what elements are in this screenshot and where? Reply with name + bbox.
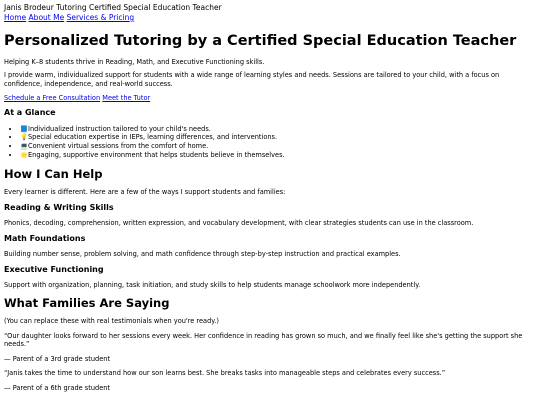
- families-heading: What Families Are Saying: [4, 296, 170, 311]
- star-icon: 🌟: [20, 151, 29, 160]
- help-intro: Every learner is different. Here are a few of the ways I support students and families:: [4, 187, 286, 196]
- help-heading: How I Can Help: [4, 167, 103, 182]
- nav-link-home[interactable]: Home: [4, 12, 27, 22]
- list-item: [20, 125, 536, 134]
- glance-item-text: Special education expertise in IEPs, learning differences, and interventions.: [28, 133, 278, 142]
- list-item: [20, 151, 536, 160]
- service-title-executive: Executive Functioning: [4, 265, 104, 275]
- hero-tagline: Helping K–8 students thrive in Reading, Math, and Executive Functioning skills.: [4, 57, 265, 66]
- testimonial-quote: “Our daughter looks forward to her sessions every week. Her confidence in reading has grown so much, and we finally feel like she's getting the support she needs.”: [4, 331, 523, 349]
- testimonials-note: (You can replace these with real testimonials when you're ready.): [4, 317, 219, 326]
- lightbulb-icon: 💡: [20, 133, 29, 142]
- hero-cta-links: [4, 94, 536, 103]
- book-icon: 📘: [20, 124, 29, 133]
- page-heading: Personalized Tutoring by a Certified Special Education Teacher: [4, 32, 517, 49]
- schedule-consultation-link[interactable]: Schedule a Free Consultation: [4, 93, 101, 102]
- hero-description: I provide warm, individualized support for students with a wide range of learning styles and needs. Sessions are tailored to your child, with a focus on confidence, independence, and real-world success.: [4, 71, 500, 89]
- glance-item-text: Convenient virtual sessions from the comfort of home.: [28, 142, 209, 151]
- testimonial-attribution: — Parent of a 3rd grade student: [4, 354, 111, 363]
- service-title-math: Math Foundations: [4, 234, 86, 244]
- service-text-math: Building number sense, problem solving, and math confidence through step-by-step instruction and practical examples.: [4, 249, 401, 258]
- main-nav: [4, 13, 536, 23]
- list-item: [20, 142, 536, 151]
- nav-link-services-pricing[interactable]: Services & Pricing: [66, 12, 135, 22]
- service-title-reading: Reading & Writing Skills: [4, 203, 114, 213]
- glance-heading: At a Glance: [4, 108, 56, 118]
- glance-item-text: Engaging, supportive environment that helps students believe in themselves.: [28, 151, 285, 160]
- nav-link-about-me[interactable]: About Me: [28, 12, 65, 22]
- meet-the-tutor-link[interactable]: Meet the Tutor: [102, 93, 151, 102]
- glance-list: [4, 125, 536, 161]
- testimonial-attribution: — Parent of a 6th grade student: [4, 383, 111, 392]
- service-text-reading: Phonics, decoding, comprehension, written expression, and vocabulary development, with clear strategies students can use in the classroom.: [4, 218, 474, 227]
- glance-item-text: Individualized instruction tailored to your child's needs.: [28, 124, 211, 133]
- site-title: Janis Brodeur Tutoring Certified Special Education Teacher: [4, 3, 222, 12]
- testimonial-quote: “Janis takes the time to understand how our son learns best. She breaks tasks into manageable steps and celebrates every success.”: [4, 369, 446, 378]
- service-text-executive: Support with organization, planning, task initiation, and study skills to help students manage schoolwork more independently.: [4, 280, 421, 289]
- list-item: [20, 133, 536, 142]
- laptop-icon: 💻: [20, 142, 29, 151]
